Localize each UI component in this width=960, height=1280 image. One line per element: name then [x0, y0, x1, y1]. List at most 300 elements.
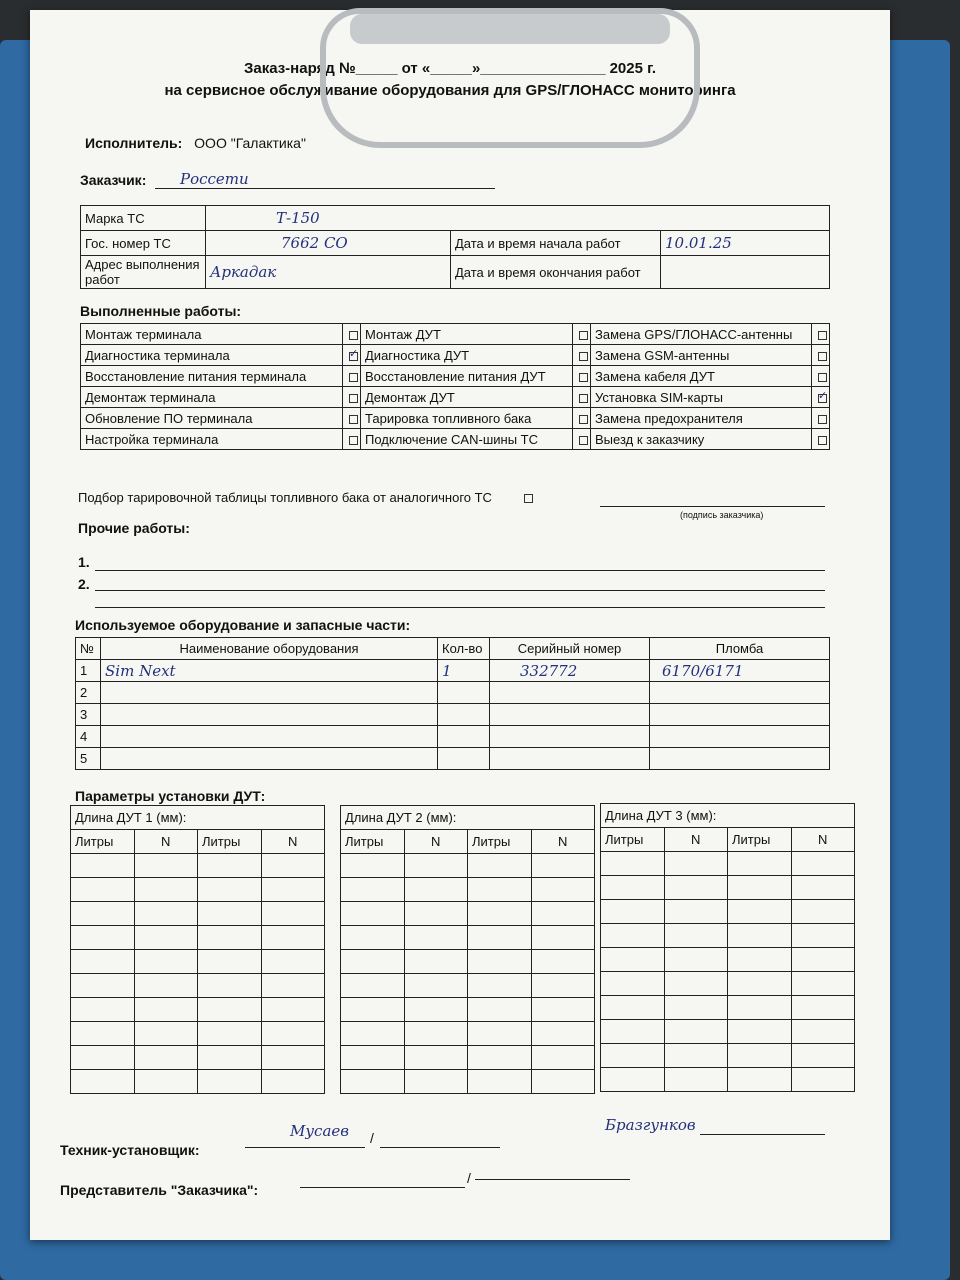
- dut-cell[interactable]: [404, 1070, 468, 1094]
- table-row: [341, 998, 595, 1022]
- dut-table-1: [70, 805, 325, 1094]
- executor-row: [85, 135, 306, 151]
- table-row: [601, 876, 855, 900]
- tech-line1: [245, 1147, 365, 1148]
- dut-cell[interactable]: [404, 854, 468, 878]
- work-label: Демонтаж ДУТ: [361, 387, 573, 408]
- dut-cell[interactable]: [468, 950, 532, 974]
- calib-row: [78, 490, 533, 505]
- dut-cell[interactable]: [404, 1022, 468, 1046]
- dut-cell[interactable]: [791, 1068, 855, 1092]
- work-label: Выезд к заказчику: [591, 429, 812, 450]
- brand-value[interactable]: Т-150: [206, 206, 830, 231]
- dut-cell[interactable]: [531, 1046, 595, 1070]
- work-checkbox[interactable]: [818, 373, 827, 382]
- dut-cell[interactable]: [198, 926, 262, 950]
- dut-col-header: Литры: [71, 830, 135, 854]
- dut-cell[interactable]: [198, 902, 262, 926]
- dut-col-header: N: [261, 830, 325, 854]
- end-label: Дата и время окончания работ: [451, 256, 661, 289]
- dut-cell[interactable]: [468, 926, 532, 950]
- equip-cell[interactable]: [650, 682, 830, 704]
- dut-cell[interactable]: [261, 1022, 325, 1046]
- dut-cell[interactable]: [261, 1070, 325, 1094]
- work-checkbox[interactable]: [818, 436, 827, 445]
- work-checkbox[interactable]: [349, 436, 358, 445]
- work-checkbox-cell: [573, 387, 591, 408]
- table-row: [341, 1070, 595, 1094]
- work-checkbox[interactable]: [349, 394, 358, 403]
- tech-name1: Мусаев: [290, 1122, 350, 1140]
- work-label: Замена GPS/ГЛОНАСС-антенны: [591, 324, 812, 345]
- tech-line2: [380, 1147, 500, 1148]
- dut-cell[interactable]: [198, 950, 262, 974]
- works-row: [81, 324, 830, 345]
- dut-cell[interactable]: [71, 1022, 135, 1046]
- dut-cell[interactable]: [341, 878, 405, 902]
- dut-cell[interactable]: [664, 876, 728, 900]
- work-label: Диагностика ДУТ: [361, 345, 573, 366]
- dut-cell[interactable]: [134, 902, 198, 926]
- dut-cell[interactable]: [531, 998, 595, 1022]
- table-row: [71, 926, 325, 950]
- work-checkbox[interactable]: [349, 415, 358, 424]
- dut-cell[interactable]: [198, 854, 262, 878]
- dut-cell[interactable]: [601, 948, 665, 972]
- tech-label: Техник-установщик:: [60, 1142, 200, 1158]
- dut-cell[interactable]: [134, 1070, 198, 1094]
- equip-header-serial: Серийный номер: [490, 638, 650, 660]
- other-item1: 1.: [78, 554, 90, 570]
- dut-cell[interactable]: [261, 998, 325, 1022]
- work-checkbox[interactable]: [579, 436, 588, 445]
- table-row: [601, 900, 855, 924]
- dut-cell[interactable]: [198, 974, 262, 998]
- work-checkbox-cell: [812, 324, 830, 345]
- dut-cell[interactable]: [261, 854, 325, 878]
- dut-cell[interactable]: [791, 1020, 855, 1044]
- table-row: [341, 1022, 595, 1046]
- table-row: [341, 926, 595, 950]
- dut-cell[interactable]: [791, 900, 855, 924]
- table-row: [341, 878, 595, 902]
- dut-cell[interactable]: [728, 1020, 792, 1044]
- dut-cell[interactable]: [261, 878, 325, 902]
- equip-cell[interactable]: [438, 726, 490, 748]
- table-row: [341, 950, 595, 974]
- dut-caption: Длина ДУТ 3 (мм):: [601, 804, 855, 828]
- dut-cell[interactable]: [71, 902, 135, 926]
- table-row: [601, 1020, 855, 1044]
- dut-cell[interactable]: [341, 998, 405, 1022]
- dut-cell[interactable]: [601, 852, 665, 876]
- table-row: [76, 660, 830, 682]
- table-row: [601, 1068, 855, 1092]
- tech-name2: Бразгунков: [605, 1116, 696, 1134]
- customer-sign-line: [600, 506, 825, 507]
- other-line2[interactable]: [95, 590, 825, 591]
- row-number: 5: [76, 748, 101, 770]
- work-order-sheet: [30, 10, 890, 1240]
- row-number: 3: [76, 704, 101, 726]
- work-checkbox-cell: [343, 408, 361, 429]
- work-label: Восстановление питания терминала: [81, 366, 343, 387]
- equip-cell[interactable]: [650, 748, 830, 770]
- equipment-title: Используемое оборудование и запасные части:: [75, 617, 411, 633]
- dut-cell[interactable]: [404, 902, 468, 926]
- dut-cell[interactable]: [261, 974, 325, 998]
- calib-checkbox[interactable]: [524, 494, 533, 503]
- tech-line3: [700, 1134, 825, 1135]
- dut-cell[interactable]: [664, 996, 728, 1020]
- equip-cell[interactable]: [490, 704, 650, 726]
- equip-cell[interactable]: [101, 748, 438, 770]
- work-label: Замена кабеля ДУТ: [591, 366, 812, 387]
- clipboard-clip-bar: [350, 14, 670, 44]
- dut-cell[interactable]: [341, 1046, 405, 1070]
- brand-label: Марка ТС: [81, 206, 206, 231]
- dut-cell[interactable]: [791, 972, 855, 996]
- dut-cell[interactable]: [601, 1020, 665, 1044]
- equip-cell[interactable]: Sim Next: [101, 660, 438, 682]
- work-label: Установка SIM-карты: [591, 387, 812, 408]
- dut-col-header: N: [134, 830, 198, 854]
- dut-cell[interactable]: [261, 926, 325, 950]
- table-row: [341, 974, 595, 998]
- work-label: Восстановление питания ДУТ: [361, 366, 573, 387]
- dut-cell[interactable]: [468, 902, 532, 926]
- table-row: [76, 704, 830, 726]
- table-row: [71, 878, 325, 902]
- table-row: [601, 1044, 855, 1068]
- dut-cell[interactable]: [71, 1070, 135, 1094]
- equip-cell[interactable]: [101, 704, 438, 726]
- dut-cell[interactable]: [198, 878, 262, 902]
- dut-cell[interactable]: [404, 950, 468, 974]
- table-row: [71, 998, 325, 1022]
- equip-cell[interactable]: [101, 726, 438, 748]
- work-checkbox[interactable]: [818, 352, 827, 361]
- dut-cell[interactable]: [531, 926, 595, 950]
- dut-cell[interactable]: [341, 1070, 405, 1094]
- dut-cell[interactable]: [71, 854, 135, 878]
- customer-label: Заказчик:: [80, 172, 147, 188]
- dut-cell[interactable]: [404, 926, 468, 950]
- dut-cell[interactable]: [404, 998, 468, 1022]
- work-checkbox-cell: [812, 387, 830, 408]
- executor-value: ООО "Галактика": [194, 135, 306, 151]
- dut-cell[interactable]: [791, 852, 855, 876]
- dut-cell[interactable]: [198, 1022, 262, 1046]
- dut-cell[interactable]: [601, 972, 665, 996]
- dut-cell[interactable]: [71, 1046, 135, 1070]
- dut-caption: Длина ДУТ 2 (мм):: [341, 806, 595, 830]
- row-number: 2: [76, 682, 101, 704]
- start-value[interactable]: 10.01.25: [661, 231, 830, 256]
- tech-slash: /: [370, 1130, 374, 1146]
- equip-cell[interactable]: [650, 704, 830, 726]
- dut-cell[interactable]: [531, 902, 595, 926]
- equip-cell[interactable]: [438, 704, 490, 726]
- dut-cell[interactable]: [791, 876, 855, 900]
- dut-cell[interactable]: [468, 1022, 532, 1046]
- works-row: [81, 408, 830, 429]
- dut-cell[interactable]: [728, 972, 792, 996]
- start-label: Дата и время начала работ: [451, 231, 661, 256]
- dut-col-header: N: [664, 828, 728, 852]
- work-checkbox[interactable]: [579, 415, 588, 424]
- table-row: [76, 726, 830, 748]
- table-row: [71, 1022, 325, 1046]
- other-item2: 2.: [78, 576, 90, 592]
- equip-cell[interactable]: 1: [438, 660, 490, 682]
- work-checkbox[interactable]: [349, 331, 358, 340]
- table-row: [601, 996, 855, 1020]
- dut-cell[interactable]: [341, 950, 405, 974]
- dut-cell[interactable]: [531, 1022, 595, 1046]
- dut-cell[interactable]: [664, 1020, 728, 1044]
- dut-col-header: Литры: [468, 830, 532, 854]
- dut-cell[interactable]: [198, 1046, 262, 1070]
- dut-cell[interactable]: [404, 974, 468, 998]
- work-checkbox-cell: [343, 366, 361, 387]
- work-checkbox[interactable]: [349, 373, 358, 382]
- equip-cell[interactable]: [650, 726, 830, 748]
- dut-table-3: [600, 803, 855, 1092]
- work-label: Замена предохранителя: [591, 408, 812, 429]
- dut-cell[interactable]: [134, 1022, 198, 1046]
- work-checkbox[interactable]: [579, 373, 588, 382]
- plate-label: Гос. номер ТС: [81, 231, 206, 256]
- work-checkbox-cell: [343, 429, 361, 450]
- address-value[interactable]: Аркадак: [206, 256, 451, 289]
- dut-cell[interactable]: [71, 950, 135, 974]
- equip-header-seal: Пломба: [650, 638, 830, 660]
- other-line3[interactable]: [95, 607, 825, 608]
- dut-cell[interactable]: [728, 852, 792, 876]
- dut-table-2: [340, 805, 595, 1094]
- row-number: 4: [76, 726, 101, 748]
- table-row: [71, 950, 325, 974]
- table-row: [601, 972, 855, 996]
- work-label: Тарировка топливного бака: [361, 408, 573, 429]
- dut-cell[interactable]: [468, 974, 532, 998]
- work-checkbox[interactable]: [818, 415, 827, 424]
- table-row: [71, 1046, 325, 1070]
- customer-value[interactable]: Россети: [180, 170, 249, 188]
- rep-line1: [300, 1187, 465, 1188]
- work-checkbox-cell: [573, 429, 591, 450]
- work-checkbox-cell: [573, 408, 591, 429]
- row-number: 1: [76, 660, 101, 682]
- dut-cell[interactable]: [134, 878, 198, 902]
- equip-cell[interactable]: [438, 748, 490, 770]
- dut-cell[interactable]: [791, 1044, 855, 1068]
- dut-cell[interactable]: [341, 902, 405, 926]
- dut-cell[interactable]: [728, 1044, 792, 1068]
- works-row: [81, 429, 830, 450]
- dut-cell[interactable]: [261, 1046, 325, 1070]
- work-checkbox[interactable]: [579, 394, 588, 403]
- work-label: Настройка терминала: [81, 429, 343, 450]
- dut-col-header: N: [791, 828, 855, 852]
- equip-cell[interactable]: [490, 726, 650, 748]
- dut-cell[interactable]: [341, 854, 405, 878]
- table-row: [71, 974, 325, 998]
- dut-cell[interactable]: [134, 854, 198, 878]
- table-row: [341, 902, 595, 926]
- dut-cell[interactable]: [531, 974, 595, 998]
- dut-cell[interactable]: [341, 974, 405, 998]
- equipment-table: [75, 637, 830, 770]
- dut-cell[interactable]: [134, 998, 198, 1022]
- rep-line2: [475, 1179, 630, 1180]
- dut-cell[interactable]: [601, 876, 665, 900]
- dut-cell[interactable]: [134, 950, 198, 974]
- table-row: [76, 748, 830, 770]
- work-checkbox[interactable]: [579, 352, 588, 361]
- work-checkbox-cell: [343, 387, 361, 408]
- table-row: [71, 902, 325, 926]
- table-row: [341, 854, 595, 878]
- table-row: [71, 854, 325, 878]
- work-label: Обновление ПО терминала: [81, 408, 343, 429]
- dut-cell[interactable]: [728, 924, 792, 948]
- equip-cell[interactable]: [101, 682, 438, 704]
- work-checkbox[interactable]: [579, 331, 588, 340]
- dut-cell[interactable]: [728, 900, 792, 924]
- equip-header-num: №: [76, 638, 101, 660]
- dut-title: Параметры установки ДУТ:: [75, 788, 266, 804]
- work-checkbox-cell: [812, 408, 830, 429]
- equip-cell[interactable]: [490, 748, 650, 770]
- dut-cell[interactable]: [664, 852, 728, 876]
- dut-cell[interactable]: [664, 972, 728, 996]
- dut-cell[interactable]: [531, 950, 595, 974]
- dut-cell[interactable]: [468, 878, 532, 902]
- dut-cell[interactable]: [468, 998, 532, 1022]
- dut-col-header: N: [531, 830, 595, 854]
- executor-label: Исполнитель:: [85, 135, 183, 151]
- dut-cell[interactable]: [261, 950, 325, 974]
- work-checkbox-cell: [343, 324, 361, 345]
- work-checkbox[interactable]: [349, 352, 358, 361]
- dut-cell[interactable]: [198, 998, 262, 1022]
- equip-cell[interactable]: [490, 682, 650, 704]
- dut-col-header: N: [404, 830, 468, 854]
- dut-cell[interactable]: [198, 1070, 262, 1094]
- work-checkbox-cell: [573, 324, 591, 345]
- work-checkbox-cell: [573, 345, 591, 366]
- work-checkbox[interactable]: [818, 394, 827, 403]
- rep-slash: /: [467, 1170, 471, 1186]
- calib-label: Подбор тарировочной таблицы топливного бака от аналогичного ТС: [78, 490, 492, 505]
- equip-cell[interactable]: 332772: [490, 660, 650, 682]
- dut-cell[interactable]: [71, 998, 135, 1022]
- dut-cell[interactable]: [601, 1068, 665, 1092]
- dut-cell[interactable]: [791, 924, 855, 948]
- work-checkbox-cell: [812, 366, 830, 387]
- work-checkbox-cell: [343, 345, 361, 366]
- dut-cell[interactable]: [71, 878, 135, 902]
- equip-cell[interactable]: 6170/6171: [650, 660, 830, 682]
- title-line1: Заказ-наряд №_____ от «_____»_______________ 2025 г.: [243, 60, 657, 77]
- dut-cell[interactable]: [261, 902, 325, 926]
- dut-cell[interactable]: [728, 1068, 792, 1092]
- table-row: [601, 924, 855, 948]
- table-row: [71, 1070, 325, 1094]
- dut-col-header: Литры: [341, 830, 405, 854]
- dut-cell[interactable]: [664, 924, 728, 948]
- end-value[interactable]: [661, 256, 830, 289]
- dut-caption: Длина ДУТ 1 (мм):: [71, 806, 325, 830]
- dut-cell[interactable]: [531, 854, 595, 878]
- dut-col-header: Литры: [601, 828, 665, 852]
- dut-cell[interactable]: [728, 996, 792, 1020]
- dut-cell[interactable]: [791, 948, 855, 972]
- dut-cell[interactable]: [601, 996, 665, 1020]
- work-label: Подключение CAN-шины ТС: [361, 429, 573, 450]
- dut-col-header: Литры: [728, 828, 792, 852]
- dut-cell[interactable]: [601, 900, 665, 924]
- work-label: Демонтаж терминала: [81, 387, 343, 408]
- dut-cell[interactable]: [664, 948, 728, 972]
- dut-cell[interactable]: [601, 924, 665, 948]
- other-line1[interactable]: [95, 570, 825, 571]
- dut-cell[interactable]: [531, 878, 595, 902]
- dut-cell[interactable]: [468, 1046, 532, 1070]
- table-row: [601, 852, 855, 876]
- dut-cell[interactable]: [71, 974, 135, 998]
- dut-cell[interactable]: [664, 1044, 728, 1068]
- dut-cell[interactable]: [468, 854, 532, 878]
- works-row: [81, 366, 830, 387]
- work-label: Монтаж терминала: [81, 324, 343, 345]
- title-line2: на сервисное обслуживание оборудования для GPS/ГЛОНАСС мониторинга: [164, 82, 736, 99]
- dut-cell[interactable]: [728, 876, 792, 900]
- dut-cell[interactable]: [601, 1044, 665, 1068]
- works-row: [81, 387, 830, 408]
- dut-cell[interactable]: [134, 926, 198, 950]
- dut-cell[interactable]: [134, 1046, 198, 1070]
- plate-value[interactable]: 7662 СО: [206, 231, 451, 256]
- dut-cell[interactable]: [341, 1022, 405, 1046]
- dut-cell[interactable]: [664, 1068, 728, 1092]
- dut-cell[interactable]: [404, 878, 468, 902]
- other-title: Прочие работы:: [78, 520, 190, 536]
- dut-cell[interactable]: [791, 996, 855, 1020]
- equip-header-name: Наименование оборудования: [101, 638, 438, 660]
- dut-cell[interactable]: [404, 1046, 468, 1070]
- equip-cell[interactable]: [438, 682, 490, 704]
- dut-cell[interactable]: [341, 926, 405, 950]
- vehicle-table: [80, 205, 830, 289]
- works-row: [81, 345, 830, 366]
- table-row: [341, 1046, 595, 1070]
- dut-cell[interactable]: [664, 900, 728, 924]
- work-label: Замена GSM-антенны: [591, 345, 812, 366]
- work-checkbox-cell: [573, 366, 591, 387]
- dut-col-header: Литры: [198, 830, 262, 854]
- dut-cell[interactable]: [468, 1070, 532, 1094]
- dut-cell[interactable]: [728, 948, 792, 972]
- dut-cell[interactable]: [71, 926, 135, 950]
- dut-cell[interactable]: [134, 974, 198, 998]
- work-checkbox-cell: [812, 345, 830, 366]
- dut-cell[interactable]: [531, 1070, 595, 1094]
- work-checkbox[interactable]: [818, 331, 827, 340]
- rep-label: Представитель "Заказчика":: [60, 1182, 259, 1198]
